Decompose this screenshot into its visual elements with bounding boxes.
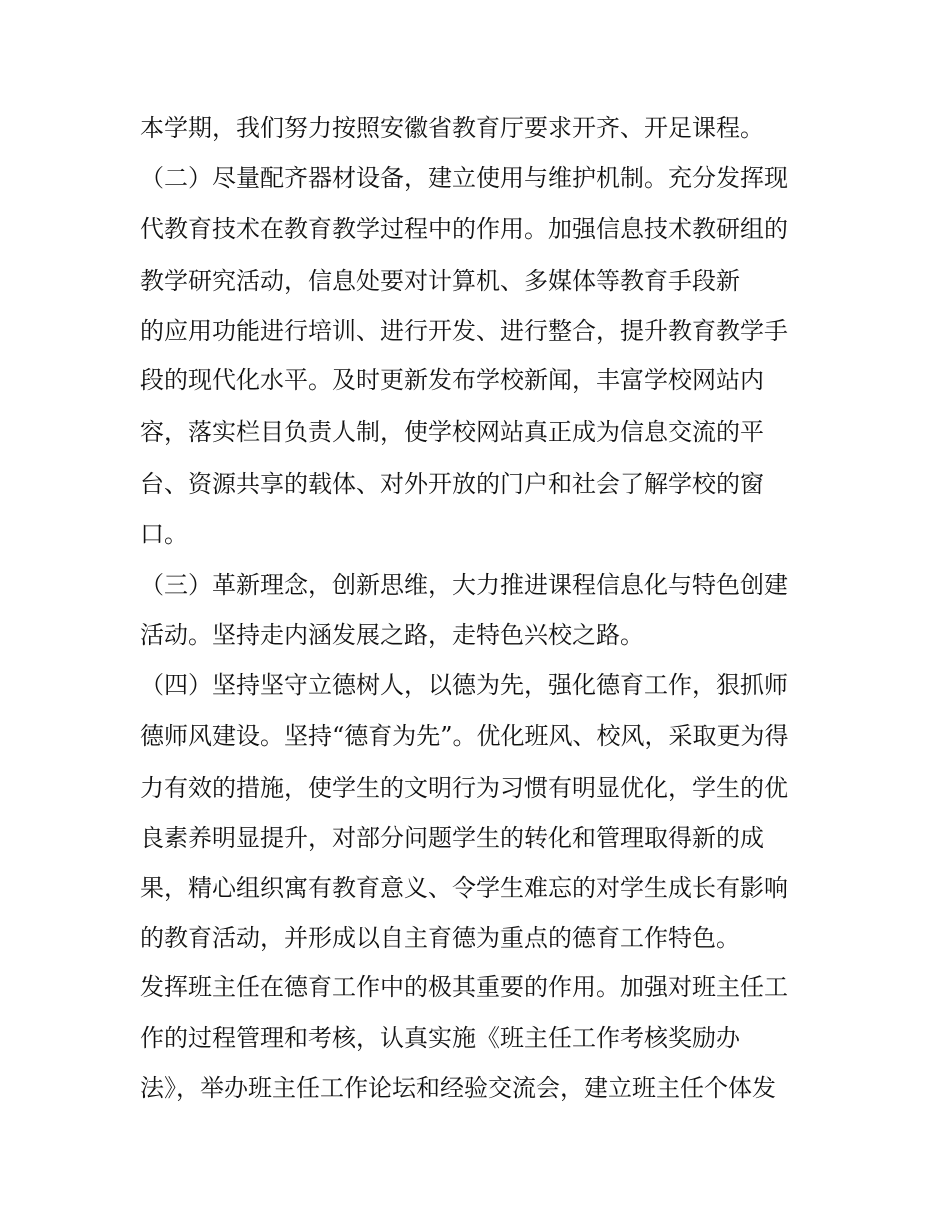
text-line: 的教育活动，并形成以自主育德为重点的德育工作特色。 — [140, 924, 740, 952]
text-line: 口。 — [140, 520, 188, 548]
text-line: 段的现代化水平。及时更新发布学校新闻，丰富学校网站内 — [140, 366, 764, 394]
text-line: （三）革新理念，创新思维，大力推进课程信息化与特色创建 — [140, 571, 788, 599]
text-line: 德师风建设。坚持“德育为先”。优化班风、校风，采取更为得 — [140, 722, 789, 750]
text-line: 的应用功能进行培训、进行开发、进行整合，提升教育教学手 — [140, 317, 788, 345]
text-line: 作的过程管理和考核，认真实施《班主任工作考核奖励办 — [140, 1024, 740, 1052]
text-line: 台、资源共享的载体、对外开放的门户和社会了解学校的窗 — [140, 470, 764, 498]
text-line: 活动。坚持走内涵发展之路，走特色兴校之路。 — [140, 621, 644, 649]
text-line: 法》，举办班主任工作论坛和经验交流会，建立班主任个体发 — [140, 1074, 776, 1102]
text-line: 代教育技术在教育教学过程中的作用。加强信息技术教研组的 — [140, 215, 788, 243]
text-line: 教学研究活动，信息处要对计算机、多媒体等教育手段新 — [140, 267, 740, 295]
text-line: （二）尽量配齐器材设备，建立使用与维护机制。充分发挥现 — [140, 164, 788, 192]
text-line: 容，落实栏目负责人制，使学校网站真正成为信息交流的平 — [140, 418, 764, 446]
text-line: 本学期，我们努力按照安徽省教育厅要求开齐、开足课程。 — [140, 114, 764, 142]
text-line: （四）坚持坚守立德树人，以德为先，强化德育工作，狠抓师 — [140, 671, 788, 699]
text-line: 果，精心组织寓有教育意义、令学生难忘的对学生成长有影响 — [140, 874, 788, 902]
text-line: 发挥班主任在德育工作中的极其重要的作用。加强对班主任工 — [140, 973, 788, 1001]
text-line: 良素养明显提升，对部分问题学生的转化和管理取得新的成 — [140, 824, 764, 852]
text-line: 力有效的措施，使学生的文明行为习惯有明显优化，学生的优 — [140, 774, 788, 802]
